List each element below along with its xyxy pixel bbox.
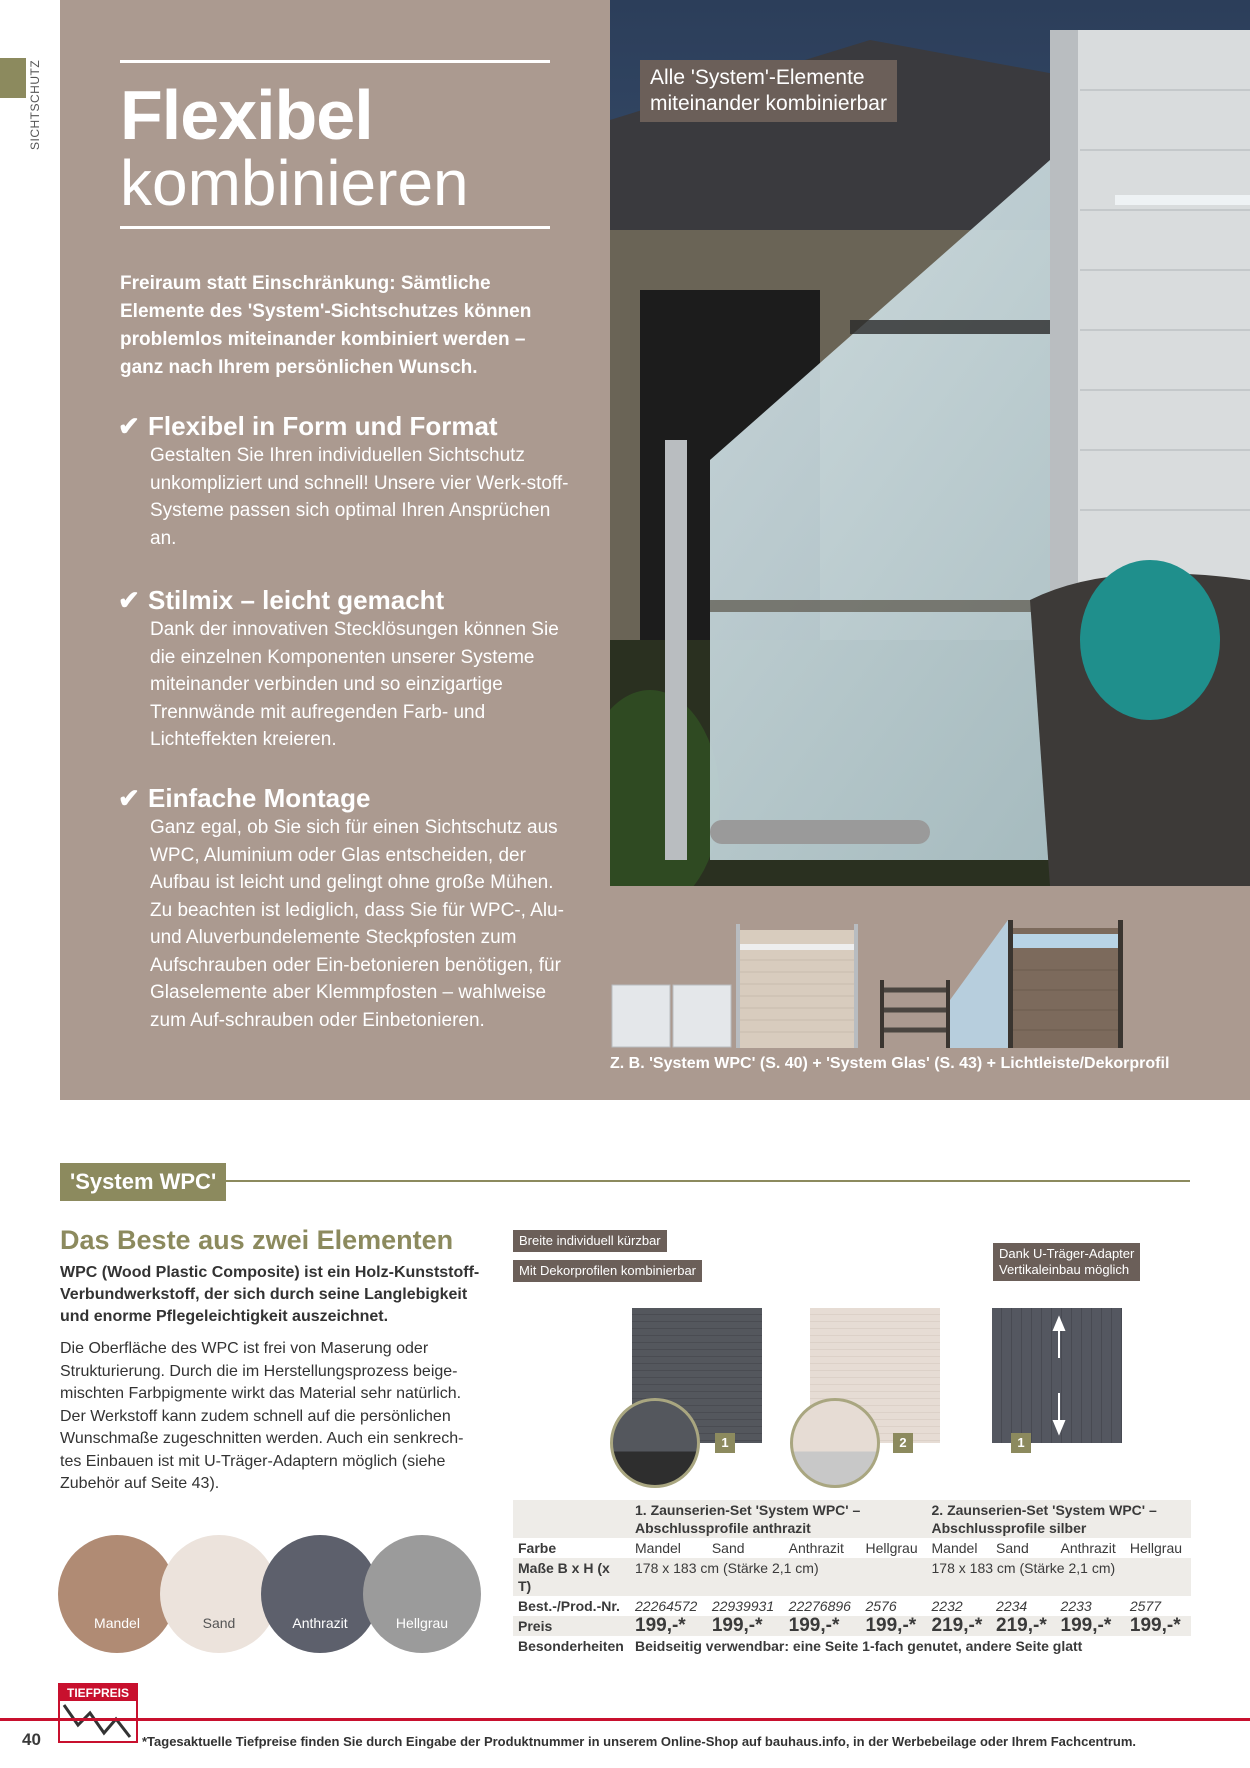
table-cell: Mandel	[635, 1540, 681, 1556]
page-title-line2: kombinieren	[120, 147, 469, 219]
color-swatch-mandel: Mandel	[58, 1535, 176, 1653]
feature-heading	[118, 584, 578, 616]
check-icon: ✔	[118, 585, 140, 615]
section-body: Die Oberfläche des WPC ist frei von Maserung oder Strukturierung. Durch die im Herstellungsprozess beige-mischten Farbpigmente wirkt das Material sehr natürlich. Der Werkstoff kann zudem schnell auf die persönlichen Wunschmaße zugeschnitten werden. Auch ein senkrech-tes Einbauen ist mit U-Träger-Adaptern möglich (siehe Zubehör auf Seite 43).	[60, 1340, 464, 1492]
title-rule-bottom	[120, 226, 550, 229]
table-row-label: Best.-/Prod.-Nr.	[518, 1598, 620, 1614]
section-side-label: SICHTSCHUTZ	[28, 59, 42, 150]
feature-tag-dekor: Mit Dekorprofilen kombinierbar	[513, 1260, 702, 1282]
price-cell: 219,-*	[927, 1616, 992, 1636]
table-row-label: Preis	[513, 1616, 630, 1636]
table-row	[513, 1616, 1191, 1636]
feature-body: Ganz egal, ob Sie sich für einen Sichtschutz aus WPC, Aluminium oder Glas entscheiden, der Aufbau ist leicht und gelingt ohne große Mühen. Zu beachten ist lediglich, dass Sie für WPC-, Alu- und Aluverbundelemente Steckpfosten zum Aufschrauben oder Ein-betonieren benötigen, für Glaselemente aber Klemmpfosten – wahlweise zum Auf-schrauben oder Einbetonieren.	[150, 817, 564, 1031]
table-set2-header: 2. Zaunserien-Set 'System WPC' – Abschlussprofile silber	[927, 1500, 1191, 1538]
section-heading: Das Beste aus zwei Elementen	[60, 1225, 454, 1255]
table-cell: 2576	[865, 1598, 897, 1614]
hero-photo	[610, 0, 1250, 886]
table-row	[513, 1596, 1191, 1616]
fence-combination-illustration	[608, 910, 1248, 1060]
spec-table	[513, 1500, 1191, 1656]
table-row	[513, 1636, 1191, 1656]
section-tab-marker	[0, 58, 26, 98]
color-swatch-sand: Sand	[160, 1535, 278, 1653]
photo-caption-line1: Alle 'System'-Elemente	[650, 66, 865, 89]
tiefpreis-logo-text: TIEFPREIS	[60, 1685, 136, 1701]
feature-body: Dank der innovativen Stecklösungen können Sie die einzelnen Komponenten unserer Systeme miteinander verbinden und so einzigartige Trennwände mit aufregenden Farb- und Lichteffekten kreieren.	[150, 619, 559, 750]
combination-caption: Z. B. 'System WPC' (S. 40) + 'System Glas' (S. 43) + Lichtleiste/Dekorprofil	[610, 1055, 1170, 1072]
table-row	[513, 1558, 1191, 1596]
photo-caption-line2: miteinander kombinierbar	[650, 92, 887, 115]
table-row	[513, 1538, 1191, 1558]
feature-stilmix	[118, 584, 578, 754]
feature-body: Gestalten Sie Ihren individuellen Sichtschutz unkompliziert und schnell! Unsere vier Werk-stoff-Systeme passen sich optimal Ihren Ansprüchen an.	[150, 445, 569, 549]
table-cell: Hellgrau	[865, 1540, 918, 1556]
table-row-label: Farbe	[518, 1540, 557, 1556]
table-cell: 178 x 183 cm (Stärke 2,1 cm)	[927, 1558, 1191, 1596]
table-cell: Anthrazit	[788, 1540, 844, 1556]
section-rule	[225, 1180, 1190, 1182]
feature-form-format	[118, 410, 578, 552]
table-cell: Sand	[711, 1540, 745, 1556]
table-header-row	[513, 1500, 1191, 1538]
feature-heading	[118, 782, 578, 814]
intro-text: Freiraum statt Einschränkung: Sämtliche Elemente des 'System'-Sichtschutzes können problemlos miteinander kombiniert werden – ganz nach Ihrem persönlichen Wunsch.	[120, 273, 532, 378]
table-cell: Beidseitig verwendbar: eine Seite 1-fach genutet, andere Seite glatt	[635, 1638, 1083, 1654]
price-cell: 199,-*	[630, 1616, 707, 1636]
feature-tag-breite: Breite individuell kürzbar	[513, 1230, 667, 1252]
table-cell: Mandel	[931, 1540, 978, 1556]
photo-caption	[640, 60, 897, 122]
page-title-line1: Flexibel	[120, 76, 373, 154]
table-cell: Anthrazit	[1060, 1540, 1116, 1556]
table-cell	[513, 1500, 630, 1538]
feature-heading-text: Stilmix – leicht gemacht	[148, 585, 445, 615]
feature-tag-adapter	[993, 1243, 1140, 1281]
product-number-badge: 2	[893, 1433, 913, 1453]
page-number: 40	[22, 1730, 41, 1749]
table-cell: 2234	[996, 1598, 1028, 1614]
feature-heading	[118, 410, 578, 442]
price-cell: 199,-*	[1125, 1616, 1191, 1636]
price-cell: 199,-*	[860, 1616, 926, 1636]
fence-scene-illustration	[610, 0, 1250, 886]
table-cell: Hellgrau	[1129, 1540, 1183, 1556]
price-cell: 219,-*	[991, 1616, 1056, 1636]
table-cell: 22264572	[635, 1598, 698, 1614]
price-cell: 199,-*	[707, 1616, 784, 1636]
title-rule-top	[120, 60, 550, 63]
check-icon: ✔	[118, 411, 140, 441]
color-swatch-anthrazit: Anthrazit	[261, 1535, 379, 1653]
table-cell: 178 x 183 cm (Stärke 2,1 cm)	[630, 1558, 927, 1596]
footnote: *Tagesaktuelle Tiefpreise finden Sie durch Eingabe der Produktnummer in unserem Online-Shop auf bauhaus.info, in der Werbebeilage oder Ihrem Fachcentrum.	[142, 1734, 1136, 1749]
feature-heading-text: Einfache Montage	[148, 783, 371, 813]
table-cell: Sand	[996, 1540, 1029, 1556]
product-number-badge: 1	[1011, 1433, 1031, 1453]
feature-heading-text: Flexibel in Form und Format	[148, 411, 498, 441]
table-cell: 22939931	[711, 1598, 775, 1614]
table-cell: 2233	[1060, 1598, 1092, 1614]
table-set1-header: 1. Zaunserien-Set 'System WPC' – Abschlussprofile anthrazit	[630, 1500, 927, 1538]
vertical-arrows-icon	[992, 1308, 1122, 1443]
price-cell: 199,-*	[1056, 1616, 1125, 1636]
table-cell: 22276896	[788, 1598, 851, 1614]
price-cell: 199,-*	[784, 1616, 861, 1636]
section-lead: WPC (Wood Plastic Composite) ist ein Holz-Kunststoff-Verbundwerkstoff, der sich durch seine Langlebigkeit und enorme Pflegeleichtigkeit auszeichnet.	[60, 1264, 480, 1325]
fence-drawing-svg	[608, 910, 1248, 1060]
feature-tag-adapter-line2: Vertikaleinbau möglich	[999, 1262, 1130, 1277]
feature-tag-adapter-line1: Dank U-Träger-Adapter	[999, 1246, 1135, 1261]
detail-zoom-anthrazit	[610, 1398, 700, 1488]
section-badge: 'System WPC'	[60, 1163, 226, 1201]
table-row-label: Besonderheiten	[518, 1638, 624, 1654]
table-cell: 2232	[931, 1598, 963, 1614]
detail-zoom-sand	[790, 1398, 880, 1488]
product-number-badge: 1	[715, 1433, 735, 1453]
product-image-vertical	[992, 1308, 1122, 1443]
table-row-label: Maße B x H (x T)	[513, 1558, 630, 1596]
table-cell: 2577	[1129, 1598, 1162, 1614]
check-icon: ✔	[118, 783, 140, 813]
footer-rule	[0, 1718, 1250, 1721]
color-swatch-hellgrau: Hellgrau	[363, 1535, 481, 1653]
feature-montage	[118, 782, 578, 1034]
